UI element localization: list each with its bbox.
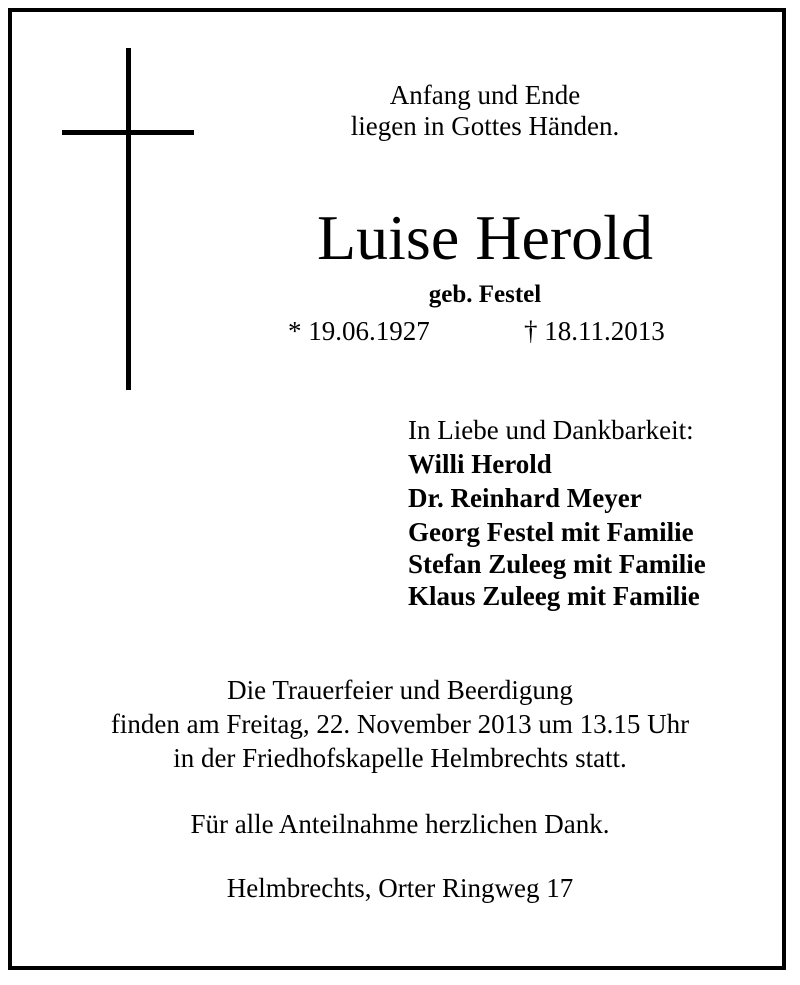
birth-date: * 19.06.1927 — [288, 316, 430, 346]
deceased-name: Luise Herold — [317, 202, 653, 273]
mourner-name: Klaus Zuleeg mit Familie — [408, 581, 700, 611]
ceremony-line-2: finden am Freitag, 22. November 2013 um 13.15 Uhr — [110, 709, 690, 739]
mourner-name: Georg Festel mit Familie — [408, 517, 694, 547]
mourner-name: Willi Herold — [408, 449, 552, 479]
motto-line-1: Anfang und Ende — [389, 80, 581, 110]
mourner-name: Stefan Zuleeg mit Familie — [408, 549, 706, 579]
address-line: Helmbrechts, Orter Ringweg 17 — [226, 873, 574, 903]
thanks-line: Für alle Anteilnahme herzlichen Dank. — [190, 809, 610, 839]
ceremony-line-3: in der Friedhofskapelle Helmbrechts statt. — [173, 743, 627, 773]
mourner-name: Dr. Reinhard Meyer — [408, 483, 642, 513]
ceremony-line-1: Die Trauerfeier und Beerdigung — [227, 675, 573, 705]
death-date: † 18.11.2013 — [524, 316, 665, 346]
cross-vertical-bar — [126, 48, 131, 390]
motto-line-2: liegen in Gottes Händen. — [350, 111, 620, 141]
mourners-intro: In Liebe und Dankbarkeit: — [408, 415, 694, 445]
maiden-name: geb. Festel — [428, 281, 542, 308]
cross-horizontal-bar — [62, 130, 194, 135]
